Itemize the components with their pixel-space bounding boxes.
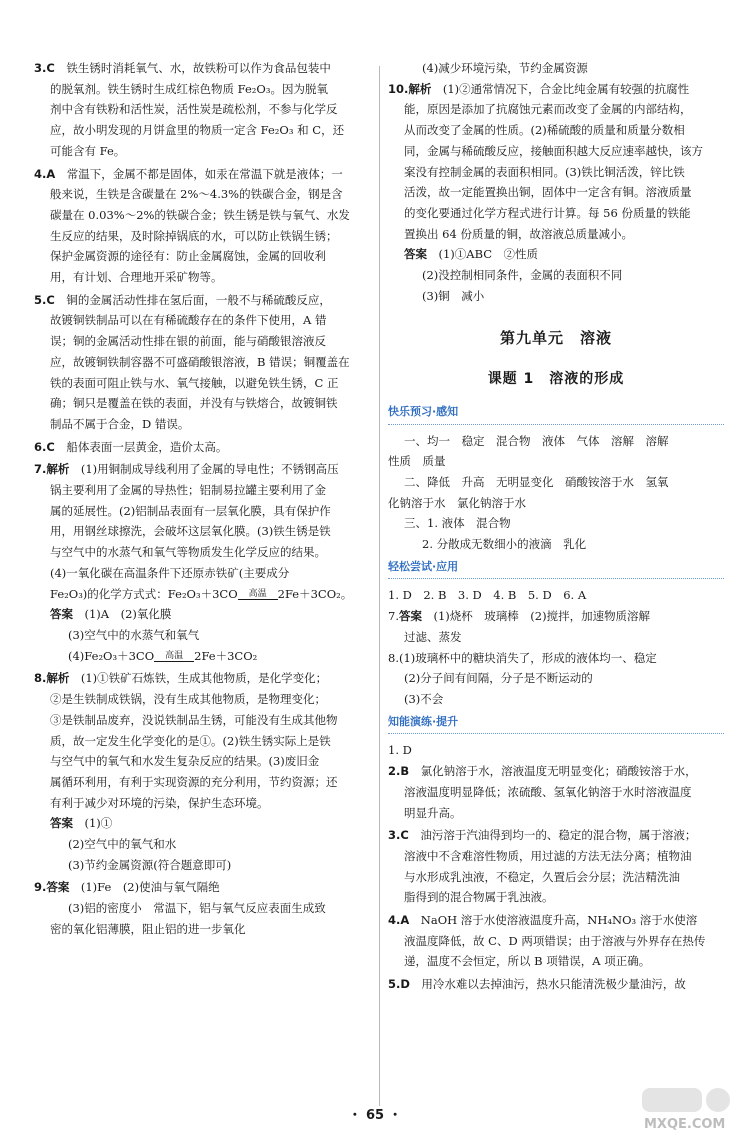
lesson-title: 课题 1 溶液的形成 [487,371,625,388]
unit-title: 第九单元 溶液 [499,329,612,348]
question-6: 6.C 船体表面一层黄金，造价太高。 [34,439,228,454]
equation-line: Fe₂O₃)的化学方式式：Fe₂O₃＋3CO 高温 2Fe＋3CO₂。 [50,586,353,601]
question-9-part-4: (4)减少环境污染，节约金属资源 [422,61,588,75]
question-9: 9.答案 (1)Fe (2)使油与氧气隔绝 (3)铝的密度小 常温下，铝与氧气反应表面生成致 密的氧化铝薄膜，阻止铝的进一步氧化 [34,880,326,936]
column-divider [379,66,380,1106]
question-3: 3.C 铁生锈时消耗氧气、水，故铁粉可以作为食品包装中 的脱氧剂。铁生锈时生成红棕色物质 Fe₂O₃。因为脱氧 剂中含有铁粉和活性炭，活性炭是疏松剂，不参与化学反 应，故小明发现的月饼盒里的物质一定含 Fe₂O₃ 和 C，还 可能含有 Fe。 [34,61,345,158]
page-number: ・ 65 ・ [348,1108,402,1123]
question-5: 5.C 铜的金属活动性排在氢后面，一般不与稀硫酸反应， 故镀铜铁制品可以在有稀硫酸存在的条件下使用，A 错 误；铜的金属活动性排在银的前面，能与硝酸银溶液反 应，故镀铜铁制容器不可盛硝酸银溶液，B 错误；铜覆盖在 铁的表面可阻止铁与水、氧气接触，以避免铁生锈，C 正 确；铜只是覆盖在铁的表面，并没有与铁熔合，故镀铜铁 制品不属于合金，D 错误。 [34,292,350,431]
watermark-text: MXQE.COM [644,1117,726,1132]
watermark-logo-icon [640,1084,744,1132]
improve-question-4: 4.A NaOH 溶于水使溶液温度升高，NH₄NO₃ 溶于水使溶 液温度降低，故 C、D 两项错误；由于溶液与外界存在热传 递，温度不会恒定，所以 B 项错误，A 项正确。 [388,913,706,969]
improve-question-5: 5.D 用冷水难以去掉油污，热水只能清洗极少量油污，故 [388,977,686,992]
section-header-improve: 知能演练·提升 [388,712,724,735]
improve-question-3: 3.C 油污溶于汽油得到均一的、稳定的混合物，属于溶液； 溶液中不含难溶性物质，用过滤的方法无法分离；植物油 与水形成乳浊液，不稳定，久置后会分层；洗洁精洗油 脂得到的混合物属于乳浊液。 [388,828,697,905]
right-column: (4)减少环境污染，节约金属资源 10.解析 (1)②通常情况下，合金比纯金属有较强的抗腐性 能，原因是添加了抗腐蚀元素而改变了金属的内部结构， 从而改变了金属的性质。(2)稀硫酸的质量和质量分数相 同，金属与稀硫酸反应，接触面积越大反应速率越快，该方 案没有控制金属的表面积相同。(3)铁比铜活泼，锌比铁 活泼，故一定能置换出铜，固体中一定含有铜。溶液质量 的变化要通过化学方程式进行计算。每 56 份质量的铁能 置换出 64 份质量的铜，故溶液总质量减小。 答案 (1)①ABC ②性质 (2)没控制相同条件，金属的表面积不同 (3)铜 减小 第九单元 溶液 课题 1 溶液的形成 快乐预习·感知 一、均一 稳定 混合物 液体 气体 溶解 溶解 性质 质量 二、降低 升高 无明显变化 硝酸铵溶于水 氢氧 化钠溶于水 氯化钠溶于水 三、1. 液体 混合物 2. 分散成无数细小的液滴 乳化 轻松尝试·应用 1. D 2. B 3. D 4. B 5. D 6. A 7.答案 (1)烧杯 玻璃棒 (2)搅拌，加速物质溶解 过滤、蒸发 8.(1)玻璃杯中的糖块消失了，形成的液体均一、稳定 (2)分子间有间隔，分子是不断运动的 (3)不会 知能演练·提升 1. D 2.B 氯化钠溶于水，溶液温度无明显变化；硝酸铵溶于水， 溶液温度明显降低；浓硫酸、氢氧化钠溶于水时溶液温度 明显升高。 3.C 油污溶于汽油得到均一的、稳定的混合物，属于溶液； 溶液中不含难溶性物质，用过滤的方法无法分离；植物油 与水形成乳浊液，不稳定，久置后会分层；洗洁精洗油 脂得到的混合物属于乳浊液。 4.A NaOH 溶于水使溶液温度升高，NH₄NO₃ 溶于水使溶 液温度降低，故 C、D 两项错误；由于溶液与外界存在热传 递，温度不会恒定，所以 B 项错误，A 项正确。 5.D 用冷水难以去掉油污，热水只能清洗极少量油污，故 [388,58,724,997]
question-8: 8.解析 (1)①铁矿石炼铁，生成其他物质，是化学变化； ②是生铁制成铁锅，没有生成其他物质，是物理变化； ③是铁制品废弃，没说铁制品生锈，可能没有生成其他物 质，故一定发生化学变化的是①。(2)铁生锈实际上是铁 与空气中的氧气和水发生复杂反应的结果。(3)废旧金 属循环利用，有利于实现资源的充分利用，节约资源；还 有利于减少对环境的污染，保护生态环境。 答案 (1)① (2)空气中的氧气和水 (3)节约金属资源(符合题意即可) [34,671,338,872]
question-7: 7.解析 (1)用铜制成导线利用了金属的导电性；不锈钢高压 锅主要利用了金属的导热性；铝制易拉罐主要利用了金 属的延展性。(2)铝制品表面有一层氧化膜，具有保护作 用，用钢丝球擦洗，会破坏这层氧化膜。(3)铁生锈是铁 与空气中的水蒸气和氧气等物质发生化学反应的结果。 (4)一氧化碳在高温条件下还原赤铁矿(主要成分 Fe₂O₃)的化学方式式：Fe₂O₃＋3CO 高温 2Fe＋3CO₂。 答案 (1)A (2)氧化膜 (3)空气中的水蒸气和氧气 (4)Fe₂O₃＋3CO 高温 2Fe＋3CO₂ [34,459,370,666]
section-header-preview: 快乐预习·感知 [388,402,724,425]
reaction-condition: 高温 [238,590,278,600]
section-header-practice: 轻松尝试·应用 [388,557,724,580]
question-4: 4.A 常温下，金属不都是固体，如汞在常温下就是液体；一 般来说，生铁是含碳量在 2%～4.3%的铁碳合金，钢是含 碳量在 0.03%～2%的铁碳合金；铁生锈是铁与氧气、水发 生反应的结果，及时除掉锅底的水，可以防止铁锅生锈； 保护金属资源的途径有：防止金属腐蚀，金属的回收利 用，有计划、合理地开采矿物等。 [34,166,350,285]
left-column [34,58,370,942]
question-10: 10.解析 (1)②通常情况下，合金比纯金属有较强的抗腐性 能，原因是添加了抗腐蚀元素而改变了金属的内部结构， 从而改变了金属的性质。(2)稀硫酸的质量和质量分数相 同，金属与稀硫酸反应，接触面积越大反应速率越快，该方 案没有控制金属的表面积相同。(3)铁比铜活泼，锌比铁 活泼，故一定能置换出铜，固体中一定含有铜。溶液质量 的变化要通过化学方程式进行计算。每 56 份质量的铁能 置换出 64 份质量的铜，故溶液总质量减小。 答案 (1)①ABC ②性质 (2)没控制相同条件，金属的表面积不同 (3)铜 减小 [388,81,703,303]
improve-question-2: 2.B 氯化钠溶于水，溶液温度无明显变化；硝酸铵溶于水， 溶液温度明显降低；浓硫酸、氢氧化钠溶于水时溶液温度 明显升高。 [388,764,697,820]
answer-equation: (4)Fe₂O₃＋3CO 高温 2Fe＋3CO₂ [68,648,258,663]
practice-answers: 1. D 2. B 3. D 4. B 5. D 6. A [388,588,587,603]
reaction-condition: 高温 [154,652,194,662]
